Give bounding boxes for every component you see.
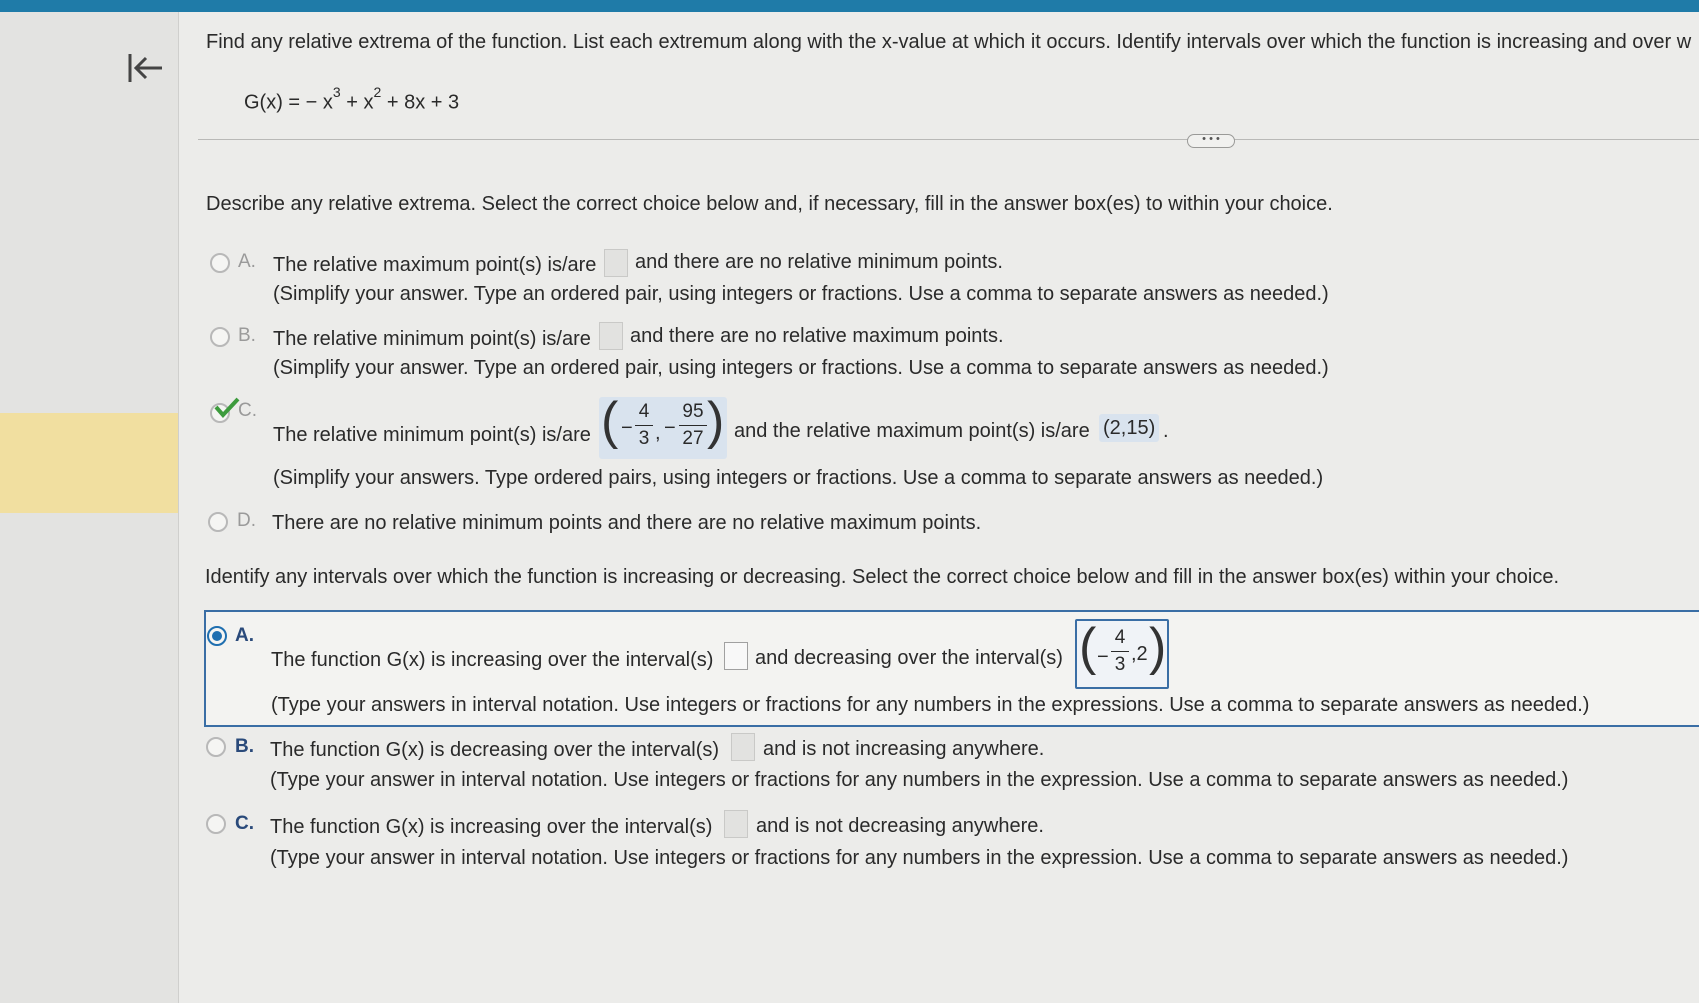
min-comma: , xyxy=(655,422,661,444)
part2-option-c-text: The function G(x) is increasing over the interval(s) xyxy=(270,816,713,838)
part1-option-b-hint: (Simplify your answer. Type an ordered pair, using integers or fractions. Use a comma to separate answers as needed.) xyxy=(273,357,1329,379)
min-y-fraction: 95 27 xyxy=(679,401,707,450)
top-bar xyxy=(0,0,1699,12)
part1-option-c-text2: and the relative maximum point(s) is/are xyxy=(734,420,1090,442)
part1-prompt: Describe any relative extrema. Select the correct choice below and, if necessary, fill in the answer box(es) to within your choice. xyxy=(206,193,1333,215)
problem-statement: Find any relative extrema of the function. List each extremum along with the x-value at which it occurs. Identify intervals over which the function is increasing and over w xyxy=(206,31,1692,53)
part1-option-a-answer-box[interactable] xyxy=(604,249,628,277)
open-paren: ( xyxy=(601,392,619,450)
correct-check-icon xyxy=(214,397,240,419)
part1-option-d-text: There are no relative minimum points and there are no relative maximum points. xyxy=(272,512,982,534)
interval-end: ,2 xyxy=(1131,643,1148,665)
part2-option-a-text: The function G(x) is increasing over the interval(s) xyxy=(271,649,714,671)
part2-option-c-text2: and is not decreasing anywhere. xyxy=(756,815,1044,837)
part1-option-b-letter: B. xyxy=(238,325,256,346)
part1-option-a-hint: (Simplify your answer. Type an ordered pair, using integers or fractions. Use a comma to separate answers as needed.) xyxy=(273,283,1329,305)
part1-option-b-answer-box[interactable] xyxy=(599,322,623,350)
decreasing-interval-box[interactable] xyxy=(1075,619,1169,689)
period: . xyxy=(1163,420,1169,442)
part2-prompt: Identify any intervals over which the function is increasing or decreasing. Select the correct choice below and fill in the answer box(es) within your choice. xyxy=(205,566,1560,588)
part1-option-d-letter: D. xyxy=(237,510,256,531)
left-panel xyxy=(0,12,179,1003)
part2-option-b-hint: (Type your answer in interval notation. Use integers or fractions for any numbers in the expression. Use a comma to separate answers as needed.) xyxy=(270,769,1569,791)
part1-option-a-text: The relative maximum point(s) is/are xyxy=(273,254,597,276)
part2-option-a-text2: and decreasing over the interval(s) xyxy=(755,647,1063,669)
part2-option-b-text: The function G(x) is decreasing over the interval(s) xyxy=(270,739,720,761)
part1-option-c-hint: (Simplify your answers. Type ordered pairs, using integers or fractions. Use a comma to separate answers as needed.) xyxy=(273,467,1324,489)
collapse-back-icon[interactable] xyxy=(126,50,166,86)
part1-option-b-text2: and there are no relative maximum points. xyxy=(630,325,1004,347)
interval-open-paren: ( xyxy=(1079,618,1097,676)
part2-option-a-hint: (Type your answers in interval notation. Use integers or fractions for any numbers in the expressions. Use a comma to separate answers as needed.) xyxy=(271,694,1590,716)
part1-option-c-text: The relative minimum point(s) is/are xyxy=(273,424,591,446)
question-highlight xyxy=(0,413,178,513)
interval-close-paren: ) xyxy=(1149,618,1167,676)
part2-option-c-radio[interactable] xyxy=(206,814,226,834)
part1-option-a-radio[interactable] xyxy=(210,253,230,273)
part2-option-c-hint: (Type your answer in interval notation. Use integers or fractions for any numbers in the expression. Use a comma to separate answers as needed.) xyxy=(270,847,1569,869)
min-x-sign: − xyxy=(621,417,633,439)
part1-option-b-radio[interactable] xyxy=(210,327,230,347)
part2-option-c-letter: C. xyxy=(235,813,254,834)
part2-option-b-radio[interactable] xyxy=(206,737,226,757)
part1-option-c-letter: C. xyxy=(238,400,257,421)
part1-option-a-letter: A. xyxy=(238,251,256,272)
increasing-interval-box[interactable] xyxy=(724,642,748,670)
min-x-fraction: 4 3 xyxy=(635,401,653,450)
part2-option-b-text2: and is not increasing anywhere. xyxy=(763,738,1045,760)
relative-minimum-answer-box[interactable] xyxy=(599,392,727,459)
part1-option-d-radio[interactable] xyxy=(208,512,228,532)
part2-option-a-letter: A. xyxy=(235,625,254,646)
function-formula: G(x) = − $x^3 + x^2 + 8x + 3$ xyxy=(244,84,460,114)
close-paren: ) xyxy=(707,392,725,450)
relative-maximum-answer-box[interactable] xyxy=(1099,414,1159,442)
min-y-sign: − xyxy=(664,417,676,439)
section-divider xyxy=(198,139,1699,140)
part1-option-b-text: The relative minimum point(s) is/are xyxy=(273,328,591,350)
part1-option-a-text2: and there are no relative minimum points. xyxy=(635,251,1003,273)
increasing-only-interval-box[interactable] xyxy=(724,810,748,838)
max-point-value: (2,15) xyxy=(1103,417,1156,439)
part2-option-a-radio[interactable] xyxy=(207,626,227,646)
decreasing-only-interval-box[interactable] xyxy=(731,733,755,761)
more-button[interactable]: • • • xyxy=(1187,134,1235,148)
part2-option-b-letter: B. xyxy=(235,736,254,757)
interval-sign: − xyxy=(1097,646,1109,668)
interval-fraction: 4 3 xyxy=(1111,627,1129,676)
